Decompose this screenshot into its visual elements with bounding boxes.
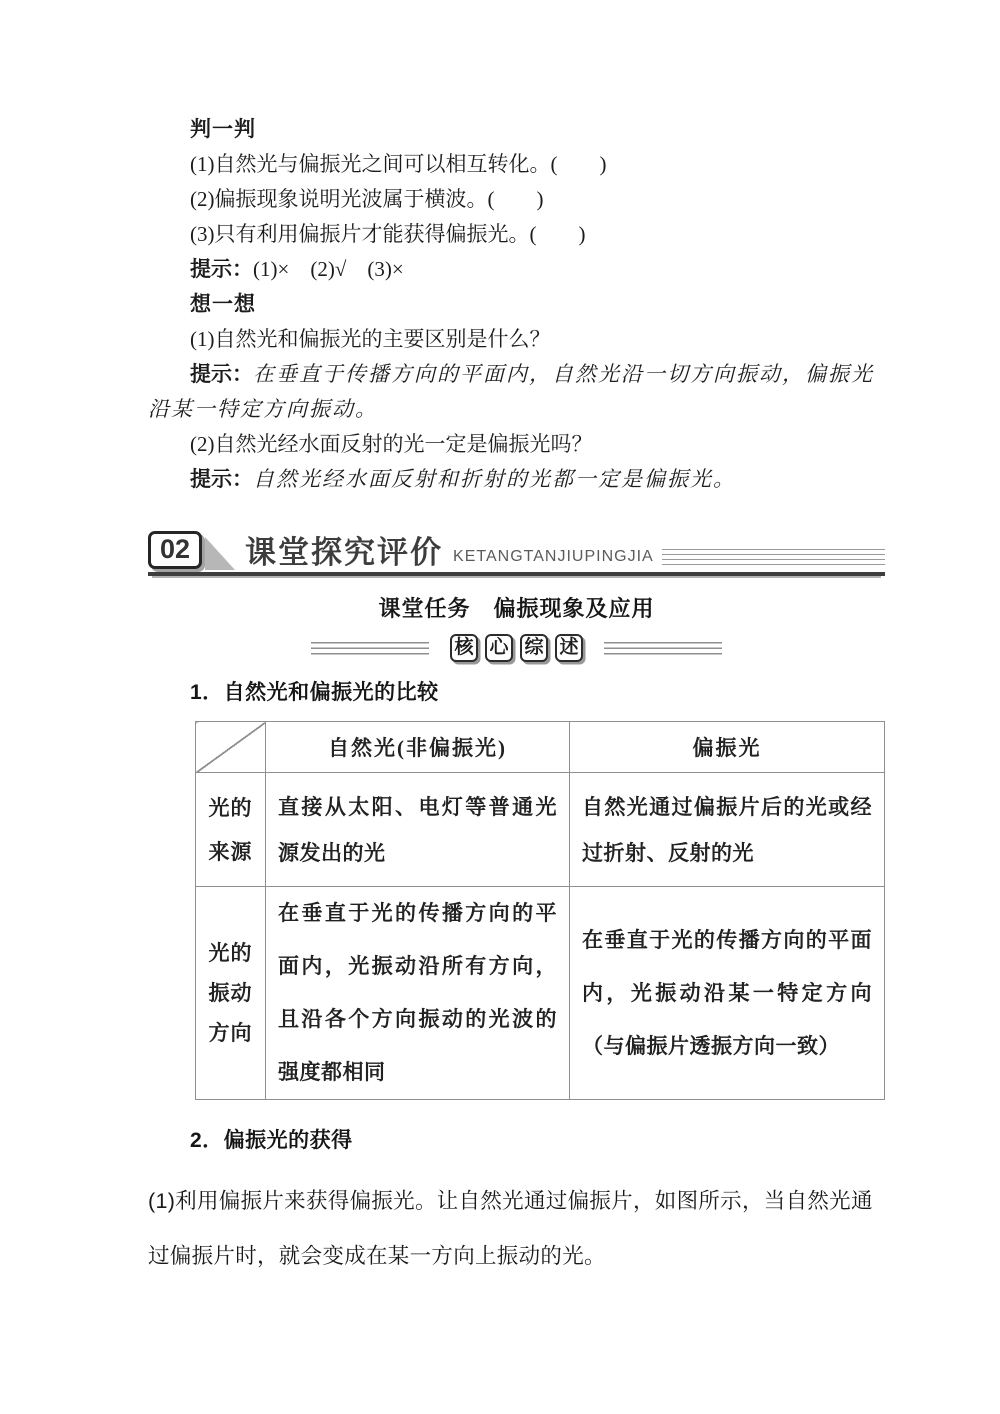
cell-polarized-vibration: 在垂直于光的传播方向的平面内，光振动沿某一特定方向（与偏振片透振方向一致） xyxy=(570,887,885,1100)
think-tip-label-2: 提示： xyxy=(190,468,253,491)
think-answer-2 xyxy=(148,462,885,497)
table-corner-diagonal-cell xyxy=(196,722,266,773)
core-char-3: 综 xyxy=(520,634,548,662)
comparison-table xyxy=(195,721,885,1100)
row-label-light-source: 光的来源 xyxy=(196,773,266,887)
section-number-badge: 02 xyxy=(148,531,202,569)
table-row-light-source xyxy=(196,773,885,887)
task-title: 课堂任务 偏振现象及应用 xyxy=(378,596,655,621)
core-summary-row xyxy=(148,634,885,662)
section2-paragraph: (1)利用偏振片来获得偏振光。让自然光通过偏振片，如图所示，当自然光通过偏振片时，就会变成在某一方向上振动的光。 xyxy=(148,1189,873,1268)
banner-subtitle: KETANGTANJIUPINGJIA xyxy=(453,548,654,565)
think-answer-2-text: 自然光经水面反射和折射的光都一定是偏振光。 xyxy=(253,467,736,491)
cell-polarized-source: 自然光通过偏振片后的光或经过折射、反射的光 xyxy=(570,773,885,887)
judge-think-block xyxy=(148,112,885,497)
think-answer-1 xyxy=(148,357,885,427)
table-row-vibration-direction xyxy=(196,887,885,1100)
judge-answer-label: 提示： xyxy=(190,258,253,281)
judge-heading: 判一判 xyxy=(190,118,256,141)
think-tip-label-1: 提示： xyxy=(190,363,253,386)
banner-decorative-lines xyxy=(662,549,885,565)
judge-item-3: (3)只有利用偏振片才能获得偏振光。( ) xyxy=(190,222,586,246)
core-char-1: 核 xyxy=(450,634,478,662)
table-header-row xyxy=(196,722,885,773)
section2-heading: 2．偏振光的获得 xyxy=(190,1129,353,1152)
cell-natural-source: 直接从太阳、电灯等普通光源发出的光 xyxy=(266,773,570,887)
deco-lines-left xyxy=(311,642,429,655)
judge-answer-line xyxy=(148,252,885,287)
judge-answer: (1)× (2)√ (3)× xyxy=(253,257,404,281)
cell-natural-vibration: 在垂直于光的传播方向的平面内，光振动沿所有方向，且沿各个方向振动的光波的强度都相同 xyxy=(266,887,570,1100)
judge-item-1: (1)自然光与偏振光之间可以相互转化。( ) xyxy=(190,152,607,176)
think-question-1: (1)自然光和偏振光的主要区别是什么？ xyxy=(190,327,551,351)
deco-lines-right xyxy=(604,642,722,655)
table-header-polarized-light: 偏振光 xyxy=(570,722,885,773)
judge-item-2: (2)偏振现象说明光波属于横波。( ) xyxy=(190,187,544,211)
core-char-4: 述 xyxy=(555,634,583,662)
row-label-vibration-direction: 光的振动方向 xyxy=(196,887,266,1100)
core-char-2: 心 xyxy=(485,634,513,662)
think-question-2: (2)自然光经水面反射的光一定是偏振光吗？ xyxy=(190,432,593,456)
banner-title: 课堂探究评价 xyxy=(245,534,444,570)
section-banner xyxy=(148,531,885,576)
section1-heading: 1．自然光和偏振光的比较 xyxy=(190,681,439,704)
table-header-natural-light: 自然光(非偏振光) xyxy=(266,722,570,773)
think-heading: 想一想 xyxy=(190,293,256,316)
think-answer-1-text: 在垂直于传播方向的平面内，自然光沿一切方向振动，偏振光沿某一特定方向振动。 xyxy=(148,362,874,421)
banner-flag-icon xyxy=(205,537,235,570)
